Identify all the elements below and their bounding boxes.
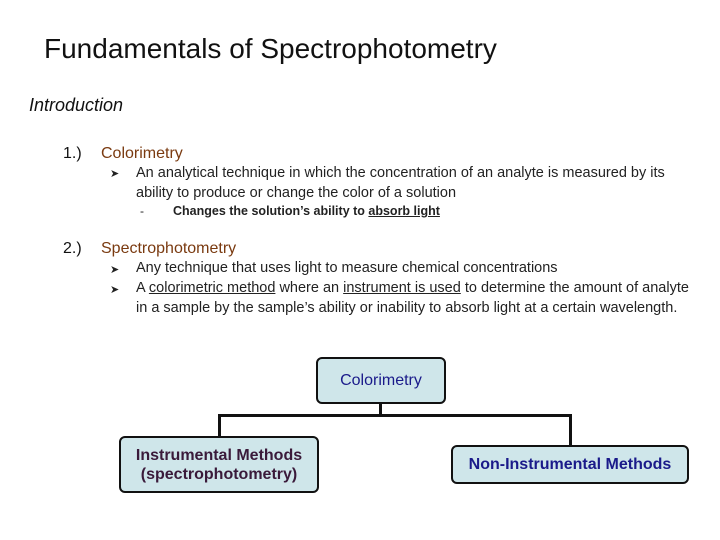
arrowhead-bullet-icon: ➤: [110, 168, 120, 180]
connector-left-down: [218, 414, 221, 438]
item-1-number: 1.): [63, 145, 82, 162]
diagram-instrumental-methods: Instrumental Methods (spectrophotometry): [119, 436, 319, 493]
bullet-text: A: [136, 280, 149, 296]
item-1-heading: Colorimetry: [101, 145, 183, 162]
item-1-sub-bullet: [173, 204, 440, 218]
diagram-root-colorimetry: Colorimetry: [316, 357, 446, 404]
arrowhead-bullet-icon: ➤: [110, 284, 120, 296]
diagram-non-instrumental-methods: Non-Instrumental Methods: [451, 445, 689, 484]
sub-bullet-underlined: absorb light: [368, 204, 440, 218]
item-1-bullet-1: An analytical technique in which the concentration of an analyte is measured by its ability to produce or change the color of a solution: [136, 165, 665, 201]
connector-horizontal: [218, 414, 572, 417]
sub-bullet-text: Changes the solution’s ability to: [173, 204, 369, 218]
item-2-bullet-2: [136, 279, 698, 318]
item-2-bullet-1: Any technique that uses light to measure chemical concentrations: [136, 260, 558, 276]
bullet-text: to determine the amount of analyte in a sample by the sample’s ability or inability to absorb light at a certain wavelength.: [136, 280, 689, 316]
section-heading: Introduction: [29, 95, 124, 115]
sub-bullet-dash: -: [140, 204, 144, 218]
connector-right-down: [569, 414, 572, 446]
underlined-term: colorimetric method: [148, 280, 276, 296]
bullet-text: where an: [275, 280, 344, 296]
slide-title: Fundamentals of Spectrophotometry: [44, 33, 497, 64]
item-2-heading: Spectrophotometry: [101, 240, 237, 257]
arrowhead-bullet-icon: ➤: [110, 264, 120, 276]
item-2-number: 2.): [63, 240, 82, 257]
underlined-term: instrument is used: [343, 280, 461, 296]
